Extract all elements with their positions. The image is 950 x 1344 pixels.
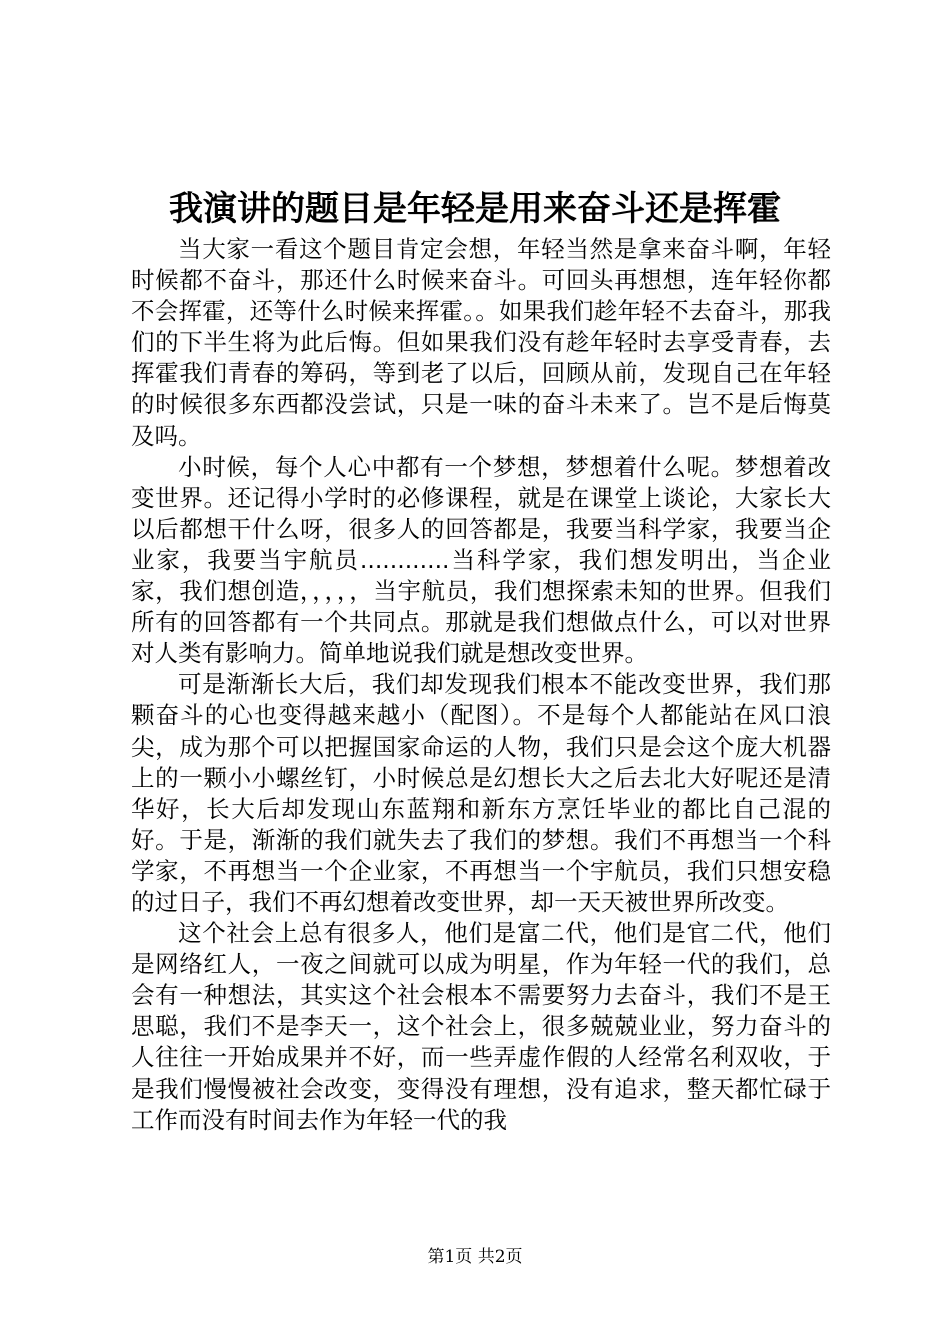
paragraph-2: 小时候，每个人心中都有一个梦想，梦想着什么呢。梦想着改变世界。还记得小学时的必修课程，就是在课堂上谈论，大家长大以后都想干什么呀，很多人的回答都是，我要当科学家，我要当企业家，我要当宇航员............当科学家，我们想发明出，当企业家，我们想创造，，，，，当宇航员，我们想探索未知的世界。但我们所有的回答都有一个共同点。那就是我们想做点什么，可以对世界对人类有影响力。简单地说我们就是想改变世界。 — [131, 452, 831, 668]
document-title: 我演讲的题目是年轻是用来奋斗还是挥霍 — [169, 189, 781, 229]
paragraph-1: 当大家一看这个题目肯定会想，年轻当然是拿来奋斗啊，年轻时候都不奋斗，那还什么时候来奋斗。可回头再想想，连年轻你都不会挥霍，还等什么时候来挥霍。。如果我们趁年轻不去奋斗，那我们的下半生将为此后悔。但如果我们没有趁年轻时去享受青春，去挥霍我们青春的筹码，等到老了以后，回顾从前，发现自己在年轻的时候很多东西都没尝试，只是一味的奋斗未来了。岂不是后悔莫及吗。 — [131, 235, 831, 450]
document-body — [131, 234, 831, 1136]
paragraph-4: 这个社会上总有很多人，他们是富二代，他们是官二代，他们是网络红人，一夜之间就可以成为明星，作为年轻一代的我们，总会有一种想法，其实这个社会根本不需要努力去奋斗，我们不是王思聪，我们不是李天一，这个社会上，很多兢兢业业，努力奋斗的人往往一开始成果并不好，而一些弄虚作假的人经常名利双收，于是我们慢慢被社会改变，变得没有理想，没有追求，整天都忙碌于工作而没有时间去作为年轻一代的我 — [131, 919, 831, 1134]
paragraph-3: 可是渐渐长大后，我们却发现我们根本不能改变世界，我们那颗奋斗的心也变得越来越小（配图）。不是每个人都能站在风口浪尖，成为那个可以把握国家命运的人物，我们只是会这个庞大机器上的一颗小小螺丝钉，小时候总是幻想长大之后去北大好呢还是清华好，长大后却发现山东蓝翔和新东方烹饪毕业的都比自己混的好。于是，渐渐的我们就失去了我们的梦想。我们不再想当一个科学家，不再想当一个企业家，不再想当一个宇航员，我们只想安稳的过日子，我们不再幻想着改变世界，却一天天被世界所改变。 — [131, 670, 831, 916]
page-number-footer: 第1页 共2页 — [427, 1247, 523, 1267]
